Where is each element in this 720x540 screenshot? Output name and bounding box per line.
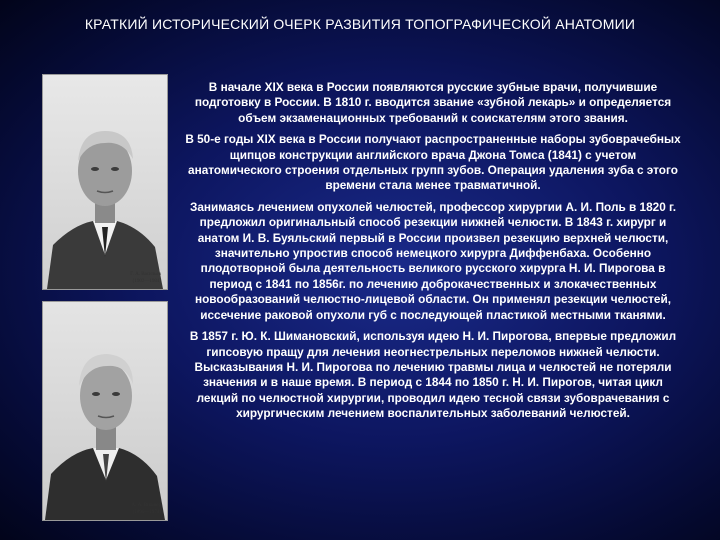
paragraph-2: В 50-е годы XIX века в России получают распространенные наборы зубоврачебных щипцов конструкции английского врача Джона Томса (1841) с учетом анатомического строения отдельных групп зубов. Операция удаления зуба с этого времени стала менее травматичной. (185, 132, 681, 193)
paragraph-1: В начале XIX века в России появляются русские зубные врачи, получившие подготовку в России. В 1810 г. вводится звание «зубной лекарь» и определяется объем экзаменационных требований к соискателям этого звания. (194, 80, 672, 125)
portrait-photo-2 (42, 301, 168, 521)
portrait-2-caption-name: А. А. Вишнер (131, 503, 161, 508)
portrait-1-caption-name: Г. А. Васильев (130, 272, 161, 277)
paragraph-4: В 1857 г. Ю. К. Шимановский, используя идею Н. И. Пирогова, впервые предложил гипсовую пращу для лечения неогнестрельных переломов нижней челюсти. Высказывания Н. И. Пирогова по лечению травмы лица и челюстей не потеряли значения и в наше время. В период с 1844 по 1850 г. Н. И. Пирогов, читая цикл лекций по челюстной хирургии, проводил идею тесной связи зубоврачевания с хирургическим лечением воспалительных заболеваний челюстей. (189, 329, 677, 421)
portrait-1-caption-years: (1902—1984) (132, 278, 161, 284)
body-text (184, 80, 682, 428)
portrait-photo-1 (42, 74, 168, 290)
portrait-1-caption (101, 272, 161, 285)
slide-title: КРАТКИЙ ИСТОРИЧЕСКИЙ ОЧЕРК РАЗВИТИЯ ТОПОГРАФИЧЕСКОЙ АНАТОМИИ (84, 16, 636, 32)
portrait-2-image (43, 302, 167, 520)
portrait-2-caption-years: (1896—1974) (132, 509, 161, 515)
paragraph-3: Занимаясь лечением опухолей челюстей, профессор хирургии А. И. Поль в 1820 г. предложил оригинальный способ резекции нижней челюсти. В 1843 г. хирург и анатом И. В. Буяльский первый в России произвел резекцию верхней челюсти, значительно упростив способ немецкого хирурга Диффенбаха. Особенно плодотворной была деятельность великого русского хирурга Н. И. Пирогова в период с 1841 по 1856г. по лечению доброкачественных и злокачественных новообразований челюстно-лицевой области. Он применял резекции челюстей, иссечение раковой опухоли губ с последующей пластикой местными тканями. (189, 199, 677, 322)
portrait-2-caption (101, 503, 161, 516)
portrait-1-image (43, 75, 167, 289)
